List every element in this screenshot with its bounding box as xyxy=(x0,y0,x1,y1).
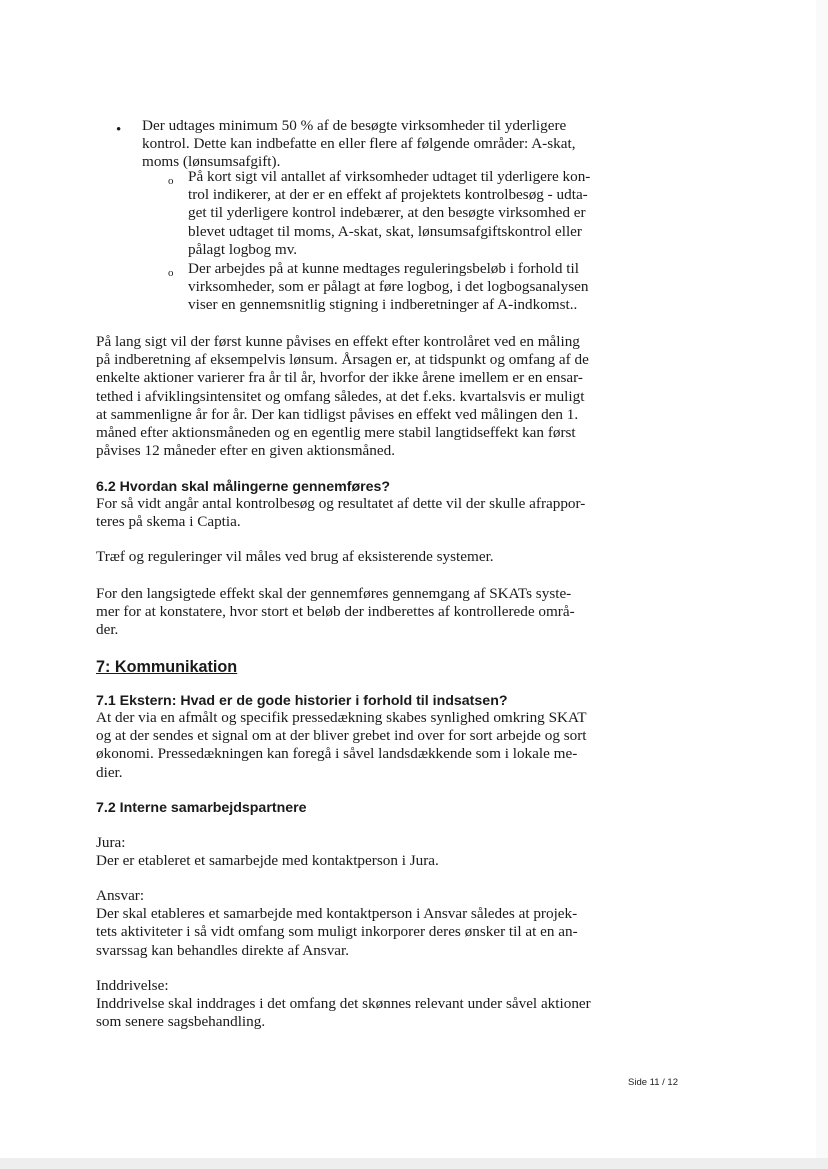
text-line: virksomheder, som er pålagt at føre logbog, i det logbogsanalysen xyxy=(188,278,589,296)
text-line: På kort sigt vil antallet af virksomheder udtaget til yderligere kon- xyxy=(188,168,591,185)
paragraph-jura xyxy=(96,834,611,870)
text-line: trol indikerer, at der er en effekt af projektets kontrolbesøg - udta- xyxy=(188,186,588,204)
scan-edge xyxy=(816,0,828,1158)
heading-7-2: 7.2 Interne samarbejdspartnere xyxy=(96,800,307,816)
text-line: moms (lønsumsafgift). xyxy=(142,153,281,171)
text-line: der. xyxy=(96,621,119,639)
text-line: På lang sigt vil der først kunne påvises en effekt efter kontrolåret ved en måling xyxy=(96,333,580,350)
text-line: viser en gennemsnitlig stigning i indberetninger af A-indkomst.. xyxy=(188,296,578,314)
paragraph-6-2-longterm xyxy=(96,585,611,640)
text-line: mer for at konstatere, hvor stort et beløb der indberettes af kontrollerede områ- xyxy=(96,603,575,621)
subsection-label: Jura: xyxy=(96,834,126,851)
paragraph-6-2-systems xyxy=(96,548,611,566)
paragraph-ansvar xyxy=(96,887,611,960)
page-number: Side 11 / 12 xyxy=(628,1077,679,1088)
text-line: dier. xyxy=(96,763,123,781)
bullet-text xyxy=(142,117,612,172)
text-line: At der via en afmålt og specifik pressedækning skabes synlighed omkring SKAT xyxy=(96,709,587,726)
sub-bullet-text xyxy=(188,168,612,259)
text-line: Der arbejdes på at kunne medtages reguleringsbeløb i forhold til xyxy=(188,260,579,277)
text-line: som senere sagsbehandling. xyxy=(96,1013,266,1031)
text-line: teres på skema i Captia. xyxy=(96,513,241,531)
text-line: Der skal etableres et samarbejde med kontaktperson i Ansvar således at projek- xyxy=(96,905,578,923)
paragraph-inddrivelse xyxy=(96,977,611,1032)
text-line: at sammenligne år for år. Der kan tidligst påvises en effekt ved målingen den 1. xyxy=(96,405,579,423)
bullet-marker: • xyxy=(116,122,122,138)
text-line: Der er etableret et samarbejde med kontaktperson i Jura. xyxy=(96,852,439,870)
text-line: get til yderligere kontrol indebærer, at den besøgte virksomhed er xyxy=(188,204,586,222)
text-line: tethed i afviklingsintensitet og omfang således, at det f.eks. kvartalsvis er muligt xyxy=(96,387,585,405)
sub-bullet-marker: o xyxy=(168,267,174,279)
text-line: måned efter aktionsmåneden og en egentlig mere stabil langtidseffekt kan først xyxy=(96,424,576,442)
sub-bullet-text xyxy=(188,260,612,315)
paragraph-7-1 xyxy=(96,709,611,782)
text-line: økonomi. Pressedækningen kan foregå i såvel landsdækkende som i lokale me- xyxy=(96,745,578,763)
heading-6-2: 6.2 Hvordan skal målingerne gennemføres? xyxy=(96,479,391,495)
subsection-label: Inddrivelse: xyxy=(96,977,169,994)
text-line: enkelte aktioner varierer fra år til år, hvorfor der ikke årene imellem er en ensar- xyxy=(96,369,583,387)
text-line: kontrol. Dette kan indbefatte en eller flere af følgende områder: A-skat, xyxy=(142,135,576,153)
text-line: og at der sendes et signal om at der bliver grebet ind over for sort arbejde og sort xyxy=(96,727,587,745)
text-line: pålagt logbog mv. xyxy=(188,240,298,258)
text-line: på indberetning af eksempelvis lønsum. Årsagen er, at tidspunkt og omfang af de xyxy=(96,351,589,369)
heading-7-1: 7.1 Ekstern: Hvad er de gode historier i forhold til indsatsen? xyxy=(96,693,508,709)
heading-7: 7: Kommunikation xyxy=(96,658,238,676)
scan-bottom-edge xyxy=(0,1158,828,1169)
text-line: svarssag kan behandles direkte af Ansvar. xyxy=(96,941,350,959)
text-line: Der udtages minimum 50 % af de besøgte virksomheder til yderligere xyxy=(142,117,567,134)
text-line: Inddrivelse skal inddrages i det omfang det skønnes relevant under såvel aktioner xyxy=(96,995,591,1013)
paragraph-long-term xyxy=(96,333,611,460)
text-line: For så vidt angår antal kontrolbesøg og resultatet af dette vil der skulle afrappor- xyxy=(96,495,586,512)
text-line: Træf og reguleringer vil måles ved brug af eksisterende systemer. xyxy=(96,548,494,565)
subsection-label: Ansvar: xyxy=(96,887,145,904)
text-line: blevet udtaget til moms, A-skat, skat, lønsumsafgiftskontrol eller xyxy=(188,222,582,240)
sub-bullet-marker: o xyxy=(168,175,174,187)
text-line: tets aktiviteter i så vidt omfang som muligt inkorporer deres ønsker til at en an- xyxy=(96,923,578,941)
text-line: påvises 12 måneder efter en given aktionsmåned. xyxy=(96,442,396,460)
paragraph-6-2-reporting xyxy=(96,495,611,531)
text-line: For den langsigtede effekt skal der gennemføres gennemgang af SKATs syste- xyxy=(96,585,572,602)
